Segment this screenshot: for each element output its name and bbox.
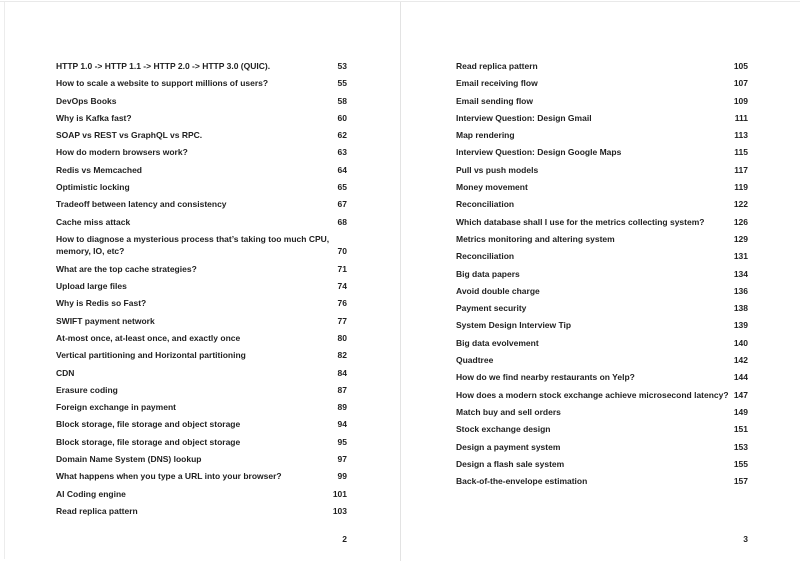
toc-entry-page-number: 136 bbox=[733, 285, 748, 296]
toc-entry-title: Why is Redis so Fast? bbox=[56, 298, 147, 309]
toc-entry-page-number: 76 bbox=[337, 298, 347, 309]
toc-entry-page-number: 117 bbox=[734, 164, 748, 175]
toc-entry-title: Upload large files bbox=[56, 281, 127, 292]
toc-entry[interactable] bbox=[456, 233, 748, 246]
toc-entry-title: Block storage, file storage and object storage bbox=[56, 419, 241, 430]
toc-entry-page-number: 113 bbox=[734, 130, 748, 141]
toc-entry[interactable] bbox=[56, 233, 347, 258]
toc-entry[interactable] bbox=[56, 349, 347, 362]
toc-entry-title: SOAP vs REST vs GraphQL vs RPC. bbox=[56, 130, 203, 141]
toc-entry[interactable] bbox=[456, 354, 748, 367]
toc-entry[interactable] bbox=[456, 146, 748, 159]
toc-entry[interactable] bbox=[56, 216, 347, 229]
toc-entry-title: What are the top cache strategies? bbox=[56, 263, 197, 274]
toc-entry[interactable] bbox=[456, 60, 748, 73]
toc-entry[interactable] bbox=[456, 250, 748, 263]
toc-entry-page-number: 71 bbox=[337, 263, 347, 274]
toc-entry-title: Foreign exchange in payment bbox=[56, 402, 176, 413]
toc-entry[interactable] bbox=[56, 401, 347, 414]
toc-entry-page-number: 94 bbox=[337, 419, 347, 430]
toc-entry-title: Payment security bbox=[456, 303, 527, 314]
toc-entry-page-number: 99 bbox=[337, 471, 347, 482]
toc-entry-title: Interview Question: Design Google Maps bbox=[456, 147, 622, 158]
toc-entry-page-number: 147 bbox=[733, 389, 748, 400]
toc-entry-title: Match buy and sell orders bbox=[456, 406, 561, 417]
toc-entry-page-number: 80 bbox=[337, 332, 347, 343]
toc-entry-title: Big data evolvement bbox=[456, 337, 539, 348]
toc-entry-title: Quadtree bbox=[456, 355, 494, 366]
toc-entry[interactable] bbox=[56, 181, 347, 194]
toc-entry[interactable] bbox=[456, 216, 748, 229]
toc-entry[interactable] bbox=[456, 458, 748, 471]
toc-entry-page-number: 151 bbox=[733, 424, 748, 435]
toc-entry-title: Which database shall I use for the metrics collecting system? bbox=[456, 216, 705, 227]
toc-entry-title: Money movement bbox=[456, 182, 528, 193]
toc-entry[interactable] bbox=[56, 164, 347, 177]
toc-entry-page-number: 131 bbox=[733, 251, 748, 262]
toc-entry-page-number: 82 bbox=[337, 350, 347, 361]
toc-entry-page-number: 107 bbox=[733, 78, 748, 89]
toc-entry[interactable] bbox=[456, 198, 748, 211]
toc-entry-title: Cache miss attack bbox=[56, 216, 131, 227]
toc-entry-title: Design a flash sale system bbox=[456, 458, 565, 469]
toc-entry[interactable] bbox=[56, 60, 347, 73]
toc-entry-page-number: 53 bbox=[337, 61, 347, 71]
toc-entry-title: What happens when you type a URL into your browser? bbox=[56, 471, 282, 482]
toc-entry-page-number: 111 bbox=[734, 112, 748, 123]
toc-entry[interactable] bbox=[56, 488, 347, 501]
toc-entry-page-number: 119 bbox=[734, 182, 748, 193]
toc-entry[interactable] bbox=[56, 453, 347, 466]
toc-entry-title: AI Coding engine bbox=[56, 488, 126, 499]
toc-entry[interactable] bbox=[456, 129, 748, 142]
toc-entry-title: How does a modern stock exchange achieve microsecond latency? bbox=[456, 389, 729, 400]
toc-entry[interactable] bbox=[456, 475, 748, 488]
toc-entry-page-number: 138 bbox=[733, 303, 748, 314]
toc-entry[interactable] bbox=[456, 371, 748, 384]
toc-entry-title: Stock exchange design bbox=[456, 424, 551, 435]
toc-entry[interactable] bbox=[56, 367, 347, 380]
toc-entry-title: Block storage, file storage and object storage bbox=[56, 436, 241, 447]
toc-entry-title: At-most once, at-least once, and exactly once bbox=[56, 332, 241, 343]
toc-entry-page-number: 64 bbox=[337, 164, 347, 175]
toc-entry-title: Email receiving flow bbox=[456, 78, 538, 89]
toc-entry-page-number: 68 bbox=[337, 216, 347, 227]
toc-entry-page-number: 122 bbox=[733, 199, 748, 210]
toc-entry-title: Erasure coding bbox=[56, 384, 118, 395]
toc-entry[interactable] bbox=[456, 406, 748, 419]
toc-entry-page-number: 103 bbox=[332, 505, 347, 516]
toc-entry[interactable] bbox=[56, 280, 347, 293]
toc-entry-page-number: 142 bbox=[733, 355, 748, 366]
toc-entry-page-number: 67 bbox=[337, 199, 347, 210]
toc-entry-page-number: 115 bbox=[734, 147, 748, 158]
toc-entry-page-number: 153 bbox=[733, 441, 748, 452]
toc-entry[interactable] bbox=[456, 389, 748, 402]
toc-entry-title: Design a payment system bbox=[456, 441, 561, 452]
toc-entry[interactable] bbox=[56, 77, 347, 90]
toc-entry[interactable] bbox=[56, 297, 347, 310]
toc-entry[interactable] bbox=[456, 164, 748, 177]
toc-entry-page-number: 55 bbox=[337, 78, 347, 89]
toc-entry[interactable] bbox=[56, 505, 347, 518]
toc-entry-title: How do we find nearby restaurants on Yelp? bbox=[456, 372, 635, 383]
toc-entry-page-number: 65 bbox=[337, 182, 347, 193]
toc-entry-title: Map rendering bbox=[456, 130, 515, 141]
toc-entry[interactable] bbox=[56, 418, 347, 431]
toc-entry-title: Metrics monitoring and altering system bbox=[456, 233, 615, 244]
toc-entry-title: Read replica pattern bbox=[56, 505, 138, 516]
toc-entry-title: Interview Question: Design Gmail bbox=[456, 112, 592, 123]
toc-entry[interactable] bbox=[56, 146, 347, 159]
toc-entry-title: System Design Interview Tip bbox=[456, 320, 572, 331]
toc-entry-page-number: 70 bbox=[337, 246, 347, 257]
toc-entry[interactable] bbox=[456, 441, 748, 454]
toc-entry-page-number: 155 bbox=[733, 458, 748, 469]
toc-list bbox=[56, 60, 347, 522]
toc-entry-title: Pull vs push models bbox=[456, 164, 539, 175]
toc-entry-page-number: 105 bbox=[733, 61, 748, 71]
toc-entry-title: Reconciliation bbox=[456, 199, 515, 210]
toc-entry[interactable] bbox=[56, 315, 347, 328]
toc-entry-title: Back-of-the-envelope estimation bbox=[456, 476, 588, 487]
toc-entry-page-number: 60 bbox=[337, 112, 347, 123]
toc-entry-page-number: 95 bbox=[337, 436, 347, 447]
toc-list bbox=[456, 60, 748, 492]
toc-entry-title: Domain Name System (DNS) lookup bbox=[56, 454, 202, 465]
toc-entry-page-number: 89 bbox=[337, 402, 347, 413]
toc-entry[interactable] bbox=[456, 319, 748, 332]
toc-entry[interactable] bbox=[56, 436, 347, 449]
toc-entry[interactable] bbox=[456, 423, 748, 436]
toc-entry-title: Redis vs Memcached bbox=[56, 164, 142, 175]
toc-entry-page-number: 134 bbox=[733, 268, 748, 279]
toc-entry-page-number: 77 bbox=[337, 315, 347, 326]
toc-entry[interactable] bbox=[456, 77, 748, 90]
toc-entry[interactable] bbox=[56, 95, 347, 108]
toc-entry-page-number: 140 bbox=[733, 337, 748, 348]
toc-entry[interactable] bbox=[456, 285, 748, 298]
toc-entry-page-number: 109 bbox=[733, 95, 748, 106]
toc-entry-page-number: 157 bbox=[733, 476, 748, 487]
toc-entry[interactable] bbox=[456, 302, 748, 315]
toc-entry[interactable] bbox=[56, 198, 347, 211]
toc-entry-title: Big data papers bbox=[456, 268, 520, 279]
toc-entry[interactable] bbox=[56, 470, 347, 483]
toc-entry-title: HTTP 1.0 -> HTTP 1.1 -> HTTP 2.0 -> HTTP 3.0 (QUIC). bbox=[56, 61, 271, 71]
toc-entry-page-number: 101 bbox=[332, 488, 347, 499]
toc-entry-page-number: 58 bbox=[337, 95, 347, 106]
toc-entry[interactable] bbox=[456, 95, 748, 108]
toc-entry-title: Reconciliation bbox=[456, 251, 515, 262]
toc-entry-page-number: 87 bbox=[337, 384, 347, 395]
toc-entry[interactable] bbox=[456, 268, 748, 281]
toc-entry-page-number: 63 bbox=[337, 147, 347, 158]
toc-entry-title: Vertical partitioning and Horizontal partitioning bbox=[56, 350, 246, 361]
toc-entry-title: DevOps Books bbox=[56, 95, 117, 106]
toc-page-right bbox=[400, 0, 800, 561]
toc-entry[interactable] bbox=[456, 181, 748, 194]
toc-entry[interactable] bbox=[56, 263, 347, 276]
toc-entry-title: Read replica pattern bbox=[456, 61, 538, 71]
toc-entry-title: How do modern browsers work? bbox=[56, 147, 188, 158]
toc-entry-title: Avoid double charge bbox=[456, 285, 540, 296]
toc-entry[interactable] bbox=[456, 112, 748, 125]
toc-entry-title: Optimistic locking bbox=[56, 182, 130, 193]
toc-entry-title: Tradeoff between latency and consistency bbox=[56, 199, 227, 210]
toc-entry[interactable] bbox=[56, 332, 347, 345]
toc-entry-page-number: 139 bbox=[733, 320, 748, 331]
toc-entry-title: CDN bbox=[56, 367, 75, 378]
toc-entry-page-number: 74 bbox=[337, 281, 347, 292]
toc-entry-page-number: 126 bbox=[733, 216, 748, 227]
toc-entry-page-number: 62 bbox=[337, 130, 347, 141]
toc-entry-title: Email sending flow bbox=[456, 95, 533, 106]
toc-entry-title: How to scale a website to support millions of users? bbox=[56, 78, 269, 89]
toc-entry-title: SWIFT payment network bbox=[56, 315, 155, 326]
page-number: 3 bbox=[743, 534, 748, 544]
toc-entry-title: How to diagnose a mysterious process that’s taking too much CPU, memory, IO, etc? bbox=[56, 233, 330, 257]
toc-entry-page-number: 97 bbox=[337, 454, 347, 465]
page-number: 2 bbox=[342, 534, 347, 544]
toc-entry[interactable] bbox=[56, 384, 347, 397]
toc-entry-page-number: 84 bbox=[337, 367, 347, 378]
toc-entry-page-number: 144 bbox=[733, 372, 748, 383]
toc-entry-title: Why is Kafka fast? bbox=[56, 112, 132, 123]
toc-entry-page-number: 129 bbox=[733, 233, 748, 244]
toc-entry[interactable] bbox=[56, 112, 347, 125]
toc-entry[interactable] bbox=[56, 129, 347, 142]
toc-entry-page-number: 149 bbox=[733, 406, 748, 417]
toc-entry[interactable] bbox=[456, 337, 748, 350]
